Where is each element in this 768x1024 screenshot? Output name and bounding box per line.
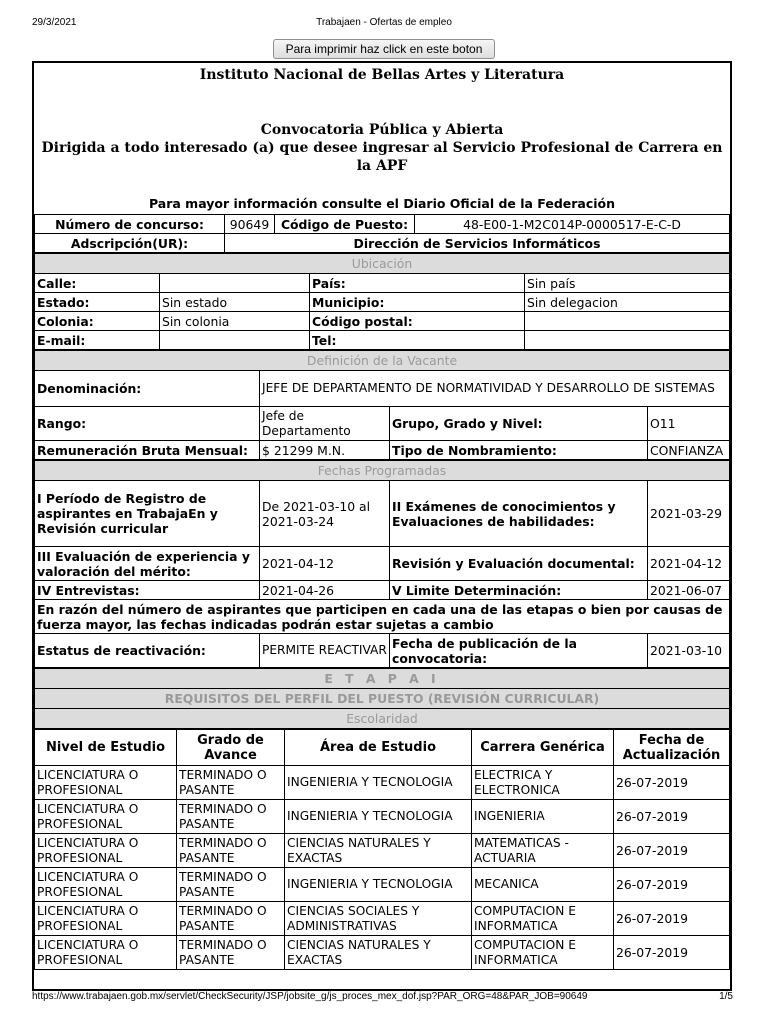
interviews-value: 2021-04-26 [260,581,390,600]
position-code-label: Código de Puesto: [275,215,415,234]
dates-row [35,581,730,600]
adscription-row [35,234,730,253]
call-title: Convocatoria Pública y Abierta [260,122,504,138]
street-value [160,274,310,293]
municipality-label: Municipio: [310,293,525,312]
education-level: LICENCIATURA O PROFESIONAL [35,936,177,970]
update-date: 26-07-2019 [614,868,730,902]
stage-title: E T A P A I [35,669,730,689]
education-header-row [35,730,730,766]
phone-value [525,331,730,350]
vacancy-section-title: Definición de la Vacante [35,351,730,371]
position-code: 48-E00-1-M2C014P-0000517-E-C-D [415,215,730,234]
education-title: Escolaridad [35,709,730,729]
progress-grade: TERMINADO O PASANTE [177,800,285,834]
appointment-type-value: CONFIANZA [648,441,730,460]
contest-number: 90649 [225,215,275,234]
table-row [35,936,730,970]
generic-career: INGENIERIA [472,800,614,834]
vacancy-row [35,407,730,441]
vacancy-row [35,371,730,407]
location-row [35,293,730,312]
education-table [34,729,730,970]
study-area: CIENCIAS SOCIALES Y ADMINISTRATIVAS [285,902,472,936]
column-header: Carrera Genérica [472,730,614,766]
generic-career: MATEMATICAS - ACTUARIA [472,834,614,868]
progress-grade: TERMINADO O PASANTE [177,766,285,800]
document-frame [32,61,732,991]
update-date: 26-07-2019 [614,800,730,834]
column-header: Grado de Avance [177,730,285,766]
progress-grade: TERMINADO O PASANTE [177,868,285,902]
postal-code-value [525,312,730,331]
contest-number-label: Número de concurso: [35,215,225,234]
dates-section-title: Fechas Programadas [35,461,730,481]
vacancy-row [35,441,730,460]
salary-value: $ 21299 M.N. [260,441,390,460]
location-table [34,253,730,350]
country-label: País: [310,274,525,293]
rank-label: Rango: [35,407,260,441]
appointment-type-label: Tipo de Nombramiento: [390,441,648,460]
education-level: LICENCIATURA O PROFESIONAL [35,868,177,902]
municipality-value: Sin delegacion [525,293,730,312]
document-header [34,63,730,214]
publication-date-value: 2021-03-10 [648,634,730,668]
print-date: 29/3/2021 [32,17,77,28]
exams-label: II Exámenes de conocimientos y Evaluaciones de habilidades: [390,481,648,547]
update-date: 26-07-2019 [614,902,730,936]
denomination-label: Denominación: [35,371,260,407]
study-area: CIENCIAS NATURALES Y EXACTAS [285,936,472,970]
education-level: LICENCIATURA O PROFESIONAL [35,902,177,936]
location-row [35,331,730,350]
state-value: Sin estado [160,293,310,312]
requirements-title: REQUISITOS DEL PERFIL DEL PUESTO (REVISIÓN CURRICULAR) [35,689,730,709]
phone-label: Tel: [310,331,525,350]
print-title: Trabajaen - Ofertas de empleo [316,17,452,28]
document-review-label: Revisión y Evaluación documental: [390,547,648,581]
print-button[interactable]: Para imprimir haz click en este boton [273,39,495,59]
location-row [35,312,730,331]
progress-grade: TERMINADO O PASANTE [177,936,285,970]
interviews-label: IV Entrevistas: [35,581,260,600]
rank-value: Jefe de Departamento [260,407,390,441]
dates-row [35,547,730,581]
table-row [35,766,730,800]
table-row [35,868,730,902]
email-value [160,331,310,350]
reactivation-label: Estatus de reactivación: [35,634,260,668]
registration-period-label: I Período de Registro de aspirantes en TrabajaEn y Revisión curricular [35,481,260,547]
adscription-label: Adscripción(UR): [35,234,225,253]
study-area: INGENIERIA Y TECNOLOGIA [285,800,472,834]
column-header: Fecha de Actualización [614,730,730,766]
study-area: INGENIERIA Y TECNOLOGIA [285,868,472,902]
page-url: https://www.trabajaen.gob.mx/servlet/CheckSecurity/JSP/jobsite_g/js_proces_mex_dof.jsp?PAR_ORG=48&PAR_JOB=90649 [32,991,588,1002]
education-level: LICENCIATURA O PROFESIONAL [35,766,177,800]
generic-career: COMPUTACION E INFORMATICA [472,902,614,936]
experience-evaluation-label: III Evaluación de experiencia y valoración del mérito: [35,547,260,581]
registration-period-value: De 2021-03-10 al 2021-03-24 [260,481,390,547]
street-label: Calle: [35,274,160,293]
page-number: 1/5 [719,991,733,1002]
dates-note: En razón del número de aspirantes que participen en cada una de las etapas o bien por causas de fuerza mayor, las fechas indicadas podrán estar sujetas a cambio [35,600,730,634]
country-value: Sin país [525,274,730,293]
email-label: E-mail: [35,331,160,350]
organization-name: Instituto Nacional de Bellas Artes y Literatura [199,67,565,83]
exams-value: 2021-03-29 [648,481,730,547]
generic-career: COMPUTACION E INFORMATICA [472,936,614,970]
publication-date-label: Fecha de publicación de la convocatoria: [390,634,648,668]
contest-row [35,215,730,234]
dof-info: Para mayor información consulte el Diario Oficial de la Federación [148,196,616,211]
dates-table [34,460,730,668]
update-date: 26-07-2019 [614,766,730,800]
denomination-value: JEFE DE DEPARTAMENTO DE NORMATIVIDAD Y DESARROLLO DE SISTEMAS [260,371,730,407]
table-row [35,834,730,868]
call-subtitle: Dirigida a todo interesado (a) que desee ingresar al Servicio Profesional de Carrera en la APF [41,140,723,174]
state-label: Estado: [35,293,160,312]
progress-grade: TERMINADO O PASANTE [177,902,285,936]
colony-label: Colonia: [35,312,160,331]
adscription-value: Dirección de Servicios Informáticos [225,234,730,253]
dates-row [35,481,730,547]
study-area: INGENIERIA Y TECNOLOGIA [285,766,472,800]
group-grade-level-value: O11 [648,407,730,441]
column-header: Nivel de Estudio [35,730,177,766]
experience-evaluation-value: 2021-04-12 [260,547,390,581]
table-row [35,800,730,834]
salary-label: Remuneración Bruta Mensual: [35,441,260,460]
reactivation-row [35,634,730,668]
determination-label: V Limite Determinación: [390,581,648,600]
study-area: CIENCIAS NATURALES Y EXACTAS [285,834,472,868]
postal-code-label: Código postal: [310,312,525,331]
update-date: 26-07-2019 [614,834,730,868]
education-level: LICENCIATURA O PROFESIONAL [35,800,177,834]
column-header: Área de Estudio [285,730,472,766]
document-review-value: 2021-04-12 [648,547,730,581]
reactivation-value: PERMITE REACTIVAR [260,634,390,668]
determination-value: 2021-06-07 [648,581,730,600]
table-row [35,902,730,936]
location-section-title: Ubicación [35,254,730,274]
progress-grade: TERMINADO O PASANTE [177,834,285,868]
group-grade-level-label: Grupo, Grado y Nivel: [390,407,648,441]
education-level: LICENCIATURA O PROFESIONAL [35,834,177,868]
contest-table [34,214,730,253]
colony-value: Sin colonia [160,312,310,331]
dates-note-row [35,600,730,634]
update-date: 26-07-2019 [614,936,730,970]
vacancy-table [34,350,730,460]
generic-career: ELECTRICA Y ELECTRONICA [472,766,614,800]
stage-table [34,668,730,729]
location-row [35,274,730,293]
generic-career: MECANICA [472,868,614,902]
